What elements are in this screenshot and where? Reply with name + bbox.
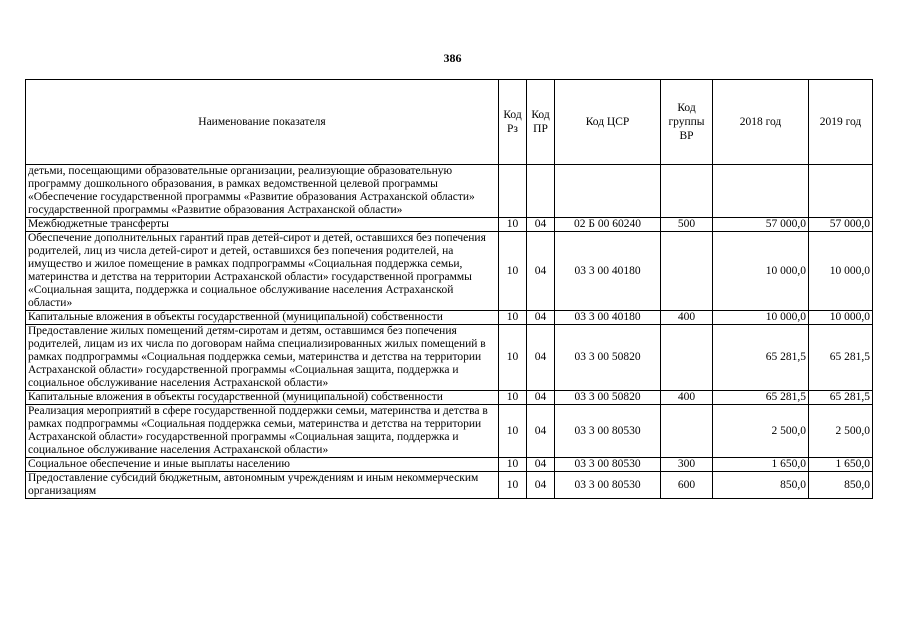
cell-csr: 03 3 00 40180 xyxy=(555,232,661,311)
cell-vr xyxy=(661,232,713,311)
cell-rz: 10 xyxy=(499,391,527,405)
header-rz: Код Рз xyxy=(499,80,527,165)
table-row xyxy=(26,472,873,499)
cell-pr: 04 xyxy=(527,391,555,405)
cell-name: Межбюджетные трансферты xyxy=(26,218,499,232)
cell-csr: 03 3 00 50820 xyxy=(555,391,661,405)
cell-2019: 1 650,0 xyxy=(809,458,873,472)
cell-2019: 65 281,5 xyxy=(809,391,873,405)
table-row xyxy=(26,218,873,232)
table-row xyxy=(26,458,873,472)
cell-name: Капитальные вложения в объекты государственной (муниципальной) собственности xyxy=(26,311,499,325)
cell-2019: 10 000,0 xyxy=(809,232,873,311)
cell-pr: 04 xyxy=(527,325,555,391)
cell-pr xyxy=(527,165,555,218)
header-pr: Код ПР xyxy=(527,80,555,165)
table-row xyxy=(26,325,873,391)
cell-2019: 10 000,0 xyxy=(809,311,873,325)
cell-vr: 400 xyxy=(661,311,713,325)
cell-2018: 65 281,5 xyxy=(713,391,809,405)
cell-vr: 500 xyxy=(661,218,713,232)
cell-2018: 65 281,5 xyxy=(713,325,809,391)
cell-vr: 600 xyxy=(661,472,713,499)
cell-name: Обеспечение дополнительных гарантий прав детей-сирот и детей, оставшихся без попечения родителей, лиц из числа детей-сирот и детей, оставшихся без попечения родителей, на имущество и жилое помещение в рамках подпрограммы «Социальная поддержка семьи, материнства и детства на территории Астраханской области» государственной программы «Социальная защита, поддержка и социальное обслуживание населения Астраханской области» xyxy=(26,232,499,311)
cell-csr: 03 3 00 80530 xyxy=(555,472,661,499)
cell-csr: 03 3 00 80530 xyxy=(555,405,661,458)
cell-2018: 850,0 xyxy=(713,472,809,499)
header-csr: Код ЦСР xyxy=(555,80,661,165)
header-2019: 2019 год xyxy=(809,80,873,165)
cell-pr: 04 xyxy=(527,232,555,311)
cell-csr: 02 Б 00 60240 xyxy=(555,218,661,232)
table-row xyxy=(26,405,873,458)
table-header-row xyxy=(26,80,873,165)
table-row xyxy=(26,232,873,311)
table-row xyxy=(26,391,873,405)
cell-rz: 10 xyxy=(499,325,527,391)
cell-name: Реализация мероприятий в сфере государственной поддержки семьи, материнства и детства в рамках подпрограммы «Социальная поддержка семьи, материнства и детства на территории Астраханской области» государственной программы «Социальная защита, поддержка и социальное обслуживание населения Астраханской области» xyxy=(26,405,499,458)
cell-2018: 57 000,0 xyxy=(713,218,809,232)
cell-pr: 04 xyxy=(527,472,555,499)
cell-2018: 10 000,0 xyxy=(713,232,809,311)
table-row xyxy=(26,311,873,325)
cell-rz: 10 xyxy=(499,232,527,311)
cell-2019 xyxy=(809,165,873,218)
cell-2018: 10 000,0 xyxy=(713,311,809,325)
cell-pr: 04 xyxy=(527,405,555,458)
cell-2019: 2 500,0 xyxy=(809,405,873,458)
cell-name: Предоставление жилых помещений детям-сиротам и детям, оставшимся без попечения родителей, лицам из их числа по договорам найма специализированных жилых помещений в рамках подпрограммы «Социальная поддержка семьи, материнства и детства на территории Астраханской области» государственной программы «Социальная защита, поддержка и социальное обслуживание населения Астраханской области» xyxy=(26,325,499,391)
cell-csr: 03 3 00 50820 xyxy=(555,325,661,391)
cell-csr: 03 3 00 80530 xyxy=(555,458,661,472)
cell-rz: 10 xyxy=(499,458,527,472)
cell-2019: 57 000,0 xyxy=(809,218,873,232)
table-row xyxy=(26,165,873,218)
cell-2018: 2 500,0 xyxy=(713,405,809,458)
cell-name: Социальное обеспечение и иные выплаты населению xyxy=(26,458,499,472)
page-number: 386 xyxy=(443,51,462,65)
cell-name: детьми, посещающими образовательные организации, реализующие образовательную программу дошкольного образования, в рамках ведомственной целевой программы «Обеспечение государственной программы «Развитие образования Астраханской области» государственной программы «Развитие образования Астраханской области» xyxy=(26,165,499,218)
cell-vr xyxy=(661,165,713,218)
header-name: Наименование показателя xyxy=(26,80,499,165)
cell-name: Предоставление субсидий бюджетным, автономным учреждениям и иным некоммерческим организациям xyxy=(26,472,499,499)
cell-rz: 10 xyxy=(499,405,527,458)
header-2018: 2018 год xyxy=(713,80,809,165)
cell-2019: 65 281,5 xyxy=(809,325,873,391)
cell-2018 xyxy=(713,165,809,218)
cell-vr: 300 xyxy=(661,458,713,472)
cell-rz: 10 xyxy=(499,218,527,232)
cell-2018: 1 650,0 xyxy=(713,458,809,472)
cell-rz xyxy=(499,165,527,218)
cell-pr: 04 xyxy=(527,311,555,325)
cell-csr: 03 3 00 40180 xyxy=(555,311,661,325)
cell-pr: 04 xyxy=(527,458,555,472)
cell-vr xyxy=(661,405,713,458)
cell-vr: 400 xyxy=(661,391,713,405)
cell-pr: 04 xyxy=(527,218,555,232)
budget-table xyxy=(25,79,873,499)
cell-csr xyxy=(555,165,661,218)
cell-name: Капитальные вложения в объекты государственной (муниципальной) собственности xyxy=(26,391,499,405)
header-vr: Код группы ВР xyxy=(661,80,713,165)
cell-2019: 850,0 xyxy=(809,472,873,499)
cell-vr xyxy=(661,325,713,391)
cell-rz: 10 xyxy=(499,472,527,499)
cell-rz: 10 xyxy=(499,311,527,325)
